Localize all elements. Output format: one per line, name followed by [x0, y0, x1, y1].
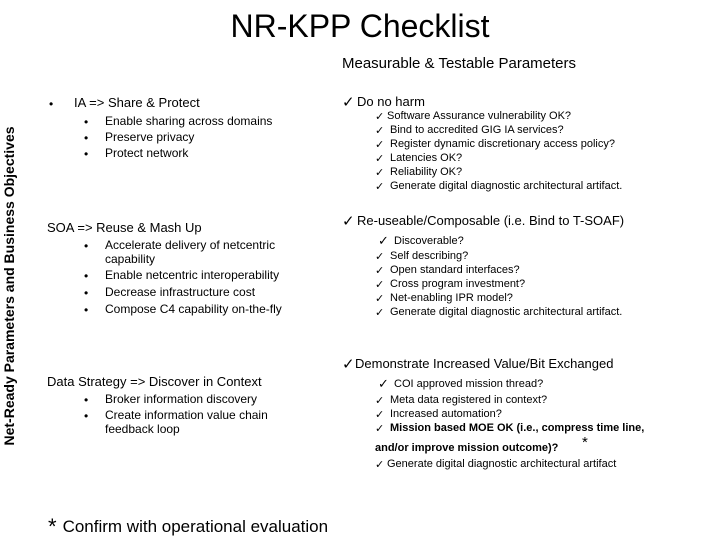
- row1-right-item: Register dynamic discretionary access policy?: [390, 138, 615, 150]
- check-icon: ✓: [375, 125, 385, 137]
- row3-right-item: Increased automation?: [390, 408, 502, 420]
- row2-right-item: Net-enabling IPR model?: [390, 292, 513, 304]
- row1-right-item: Software Assurance vulnerability OK?: [387, 110, 572, 122]
- row2-left-item: Enable netcentric interoperability: [105, 268, 280, 282]
- bullet-icon: •: [84, 147, 89, 161]
- asterisk-mark: *: [582, 434, 588, 451]
- row3-right-item: Meta data registered in context?: [390, 394, 548, 406]
- bullet-icon: •: [84, 115, 89, 129]
- bullet-icon: •: [84, 393, 89, 407]
- check-icon: ✓: [342, 356, 355, 373]
- check-icon: ✓: [375, 139, 385, 151]
- check-icon: ✓: [375, 181, 385, 193]
- bullet-icon: •: [49, 97, 54, 111]
- row2-left-item: Compose C4 capability on-the-fly: [105, 302, 282, 316]
- bullet-icon: •: [84, 409, 89, 423]
- row1-left-heading: IA => Share & Protect: [74, 95, 200, 110]
- row3-left-item: Create information value chain: [105, 408, 268, 422]
- row3-right-item: and/or improve mission outcome)?: [375, 442, 559, 454]
- check-icon: ✓: [375, 409, 385, 421]
- sidebar-label: Net-Ready Parameters and Business Objectives: [1, 126, 17, 446]
- row1-left-item: Protect network: [105, 146, 189, 160]
- row1-right-heading: Do no harm: [357, 94, 425, 109]
- row3-left-item: feedback loop: [105, 422, 180, 436]
- row3-left-item: Broker information discovery: [105, 392, 258, 406]
- row1-left-item: Preserve privacy: [105, 130, 195, 144]
- row2-right-item: Generate digital diagnostic architectural artifact.: [390, 306, 623, 318]
- row1-left-item: Enable sharing across domains: [105, 114, 273, 128]
- bullet-icon: •: [84, 239, 89, 253]
- check-icon: ✓: [375, 265, 385, 277]
- check-icon: ✓: [378, 233, 389, 248]
- check-icon: ✓: [375, 423, 385, 435]
- row1-right-item: Generate digital diagnostic architectural artifact.: [390, 180, 623, 192]
- row1-right-item: Latencies OK?: [390, 152, 463, 164]
- row2-right-item: Discoverable?: [394, 235, 464, 247]
- subtitle: Measurable & Testable Parameters: [342, 55, 577, 72]
- footnote-asterisk: *: [48, 514, 57, 539]
- check-icon: ✓: [375, 279, 385, 291]
- row3-right-item: Mission based MOE OK (i.e., compress time line,: [390, 422, 645, 434]
- bullet-icon: •: [84, 286, 89, 300]
- check-icon: ✓: [375, 167, 385, 179]
- row2-left-item: Decrease infrastructure cost: [105, 285, 256, 299]
- page-title: NR-KPP Checklist: [230, 8, 490, 44]
- row3-right-item: Generate digital diagnostic architectural artifact: [387, 458, 617, 470]
- row1-right-item: Reliability OK?: [390, 166, 463, 178]
- row3-right-heading: Demonstrate Increased Value/Bit Exchanged: [355, 356, 614, 371]
- row2-right-item: Self describing?: [390, 250, 469, 262]
- bullet-icon: •: [84, 131, 89, 145]
- footnote: [48, 512, 328, 538]
- row3-right-item: COI approved mission thread?: [394, 378, 544, 390]
- bullet-icon: •: [84, 303, 89, 317]
- check-icon: ✓: [375, 459, 385, 471]
- check-icon: ✓: [375, 251, 385, 263]
- row3-left-heading: Data Strategy => Discover in Context: [47, 374, 262, 389]
- row2-left-heading: SOA => Reuse & Mash Up: [47, 220, 202, 235]
- check-icon: ✓: [342, 213, 355, 230]
- check-icon: ✓: [378, 376, 389, 391]
- check-icon: ✓: [375, 307, 385, 319]
- check-icon: ✓: [375, 153, 385, 165]
- row2-right-item: Cross program investment?: [390, 278, 526, 290]
- bullet-icon: •: [84, 269, 89, 283]
- row2-right-item: Open standard interfaces?: [390, 264, 520, 276]
- row1-right-item: Bind to accredited GIG IA services?: [390, 124, 564, 136]
- row2-left-item: capability: [105, 252, 156, 266]
- check-icon: ✓: [375, 395, 385, 407]
- row2-left-item: Accelerate delivery of netcentric: [105, 238, 276, 252]
- check-icon: ✓: [375, 293, 385, 305]
- check-icon: ✓: [342, 94, 355, 111]
- check-icon: ✓: [375, 111, 385, 123]
- row2-right-heading: Re-useable/Composable (i.e. Bind to T-SOAF): [357, 213, 625, 228]
- footnote-text: Confirm with operational evaluation: [62, 517, 329, 536]
